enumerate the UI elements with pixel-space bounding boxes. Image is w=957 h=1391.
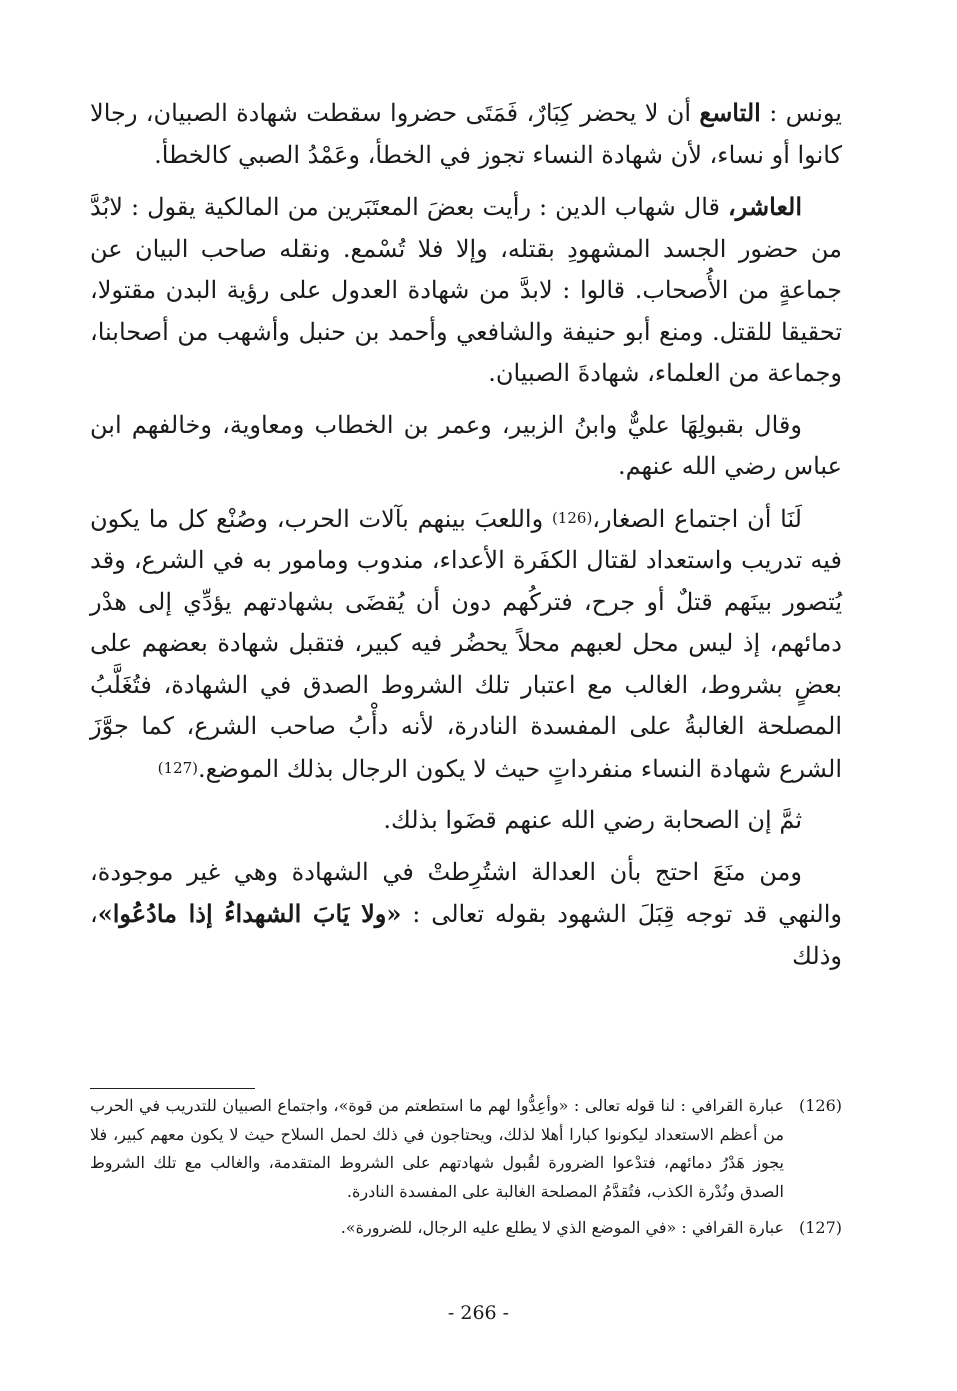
heading-tenth: العاشر، [728, 192, 802, 221]
paragraph-text: ومن منَعَ احتج بأن العدالة اشتُرِطتْ في الشهادة وهي غير موجودة، والنهي قد توجه قِبَلَ الشهود بقوله تعالى : [90, 857, 843, 928]
paragraph-argument [90, 498, 842, 791]
paragraph-text: واللعبَ بينهم بآلات الحرب، وصُنْع كل ما يكون فيه تدريب واستعداد لقتال الكفَرة الأعداء، مندوب ومامور به في الشرع، وقد يُتصور بينَهم قتلٌ أو جرح، فتركُهم دون أن يُقضَى بشهادتهم يؤدِّي إلى هدْر دمائهم، إذ ليس محل لعبهم محلاً يحضُر فيه كبير، فتقبل شهادة بعضهم على بعضٍ بشروط، الغالب مع اعتبار تلك الشروط الصدق في الشهادة، فتُغَلَّبُ المصلحة الغالبةُ على المفسدة النادرة، لأنه دأْبُ صاحب الشرع، كما جوَّزَ الشرع شهادة النساء منفرداتٍ حيث لا يكون الرجال بذلك الموضع. [90, 504, 842, 783]
heading-ninth: التاسع [699, 98, 761, 127]
paragraph-ninth [90, 92, 842, 176]
paragraph-opinions [90, 405, 842, 488]
footnote-number: (126) [798, 1096, 842, 1115]
footnotes [90, 1092, 842, 1251]
paragraph-text: لَنَا أن اجتماع الصغار، [592, 504, 802, 533]
paragraph-companions [90, 800, 842, 842]
paragraph-objection [90, 852, 842, 978]
footnote-divider [90, 1088, 255, 1089]
paragraph-text: ، وذلك [90, 900, 842, 970]
footnote-127 [90, 1214, 842, 1243]
main-text [90, 92, 842, 987]
paragraph-lead: يونس : [760, 99, 842, 127]
footnote-126 [90, 1092, 842, 1206]
footnote-ref-126[interactable]: (126) [551, 508, 593, 527]
paragraph-text: وقال بقبولِهَا عليٌّ وابنُ الزبير، وعمر بن الخطاب ومعاوية، وخالفهم ابن عباس رضي الله عنهم. [90, 410, 842, 480]
footnote-text: عبارة القرافي : «في الموضع الذي لا يطلع عليه الرجال، للضرورة». [340, 1218, 784, 1237]
paragraph-text: أن لا يحضر كِبَارٌ، فَمَتَى حضروا سقطت شهادة الصبيان، رجالا كانوا أو نساء، لأن شهادة النساء تجوز في الخطأ، وعَمْدُ الصبي كالخطأ. [90, 99, 842, 169]
footnote-number: (127) [798, 1218, 842, 1237]
quran-quote: «ولا يَابَ الشهداءُ إذا مادُعُوا» [97, 899, 402, 928]
page-number: - 266 - [447, 1302, 510, 1324]
paragraph-text: قال شهاب الدين : رأيت بعضَ المعتَبَرين من المالكية يقول : لابُدَّ من حضور الجسد المشهودِ بقتله، وإلا فلا تُسْمع. ونقله صاحب البيان عن جماعةٍ من الأُصحاب. قالوا : لابدَّ من شهادة العدول على رؤية البدن مقتولا، تحقيقا للقتل. ومنع أبو حنيفة والشافعي وأحمد بن حنبل وأشهب من أصحابنا، وجماعة من العلماء، شهادةَ الصبيان. [90, 193, 842, 387]
footnote-text: عبارة القرافي : لنا قوله تعالى : «وأعِدُّوا لهم ما استطعتم من قوة»، واجتماع الصبيان للتدريب في الحرب من أعظم الاستعداد ليكونوا كبارا أهلا لذلك، ويحتاجون في ذلك لحمل السلاح حيث لا يكون معهم كبير، فلا يجوز هَدْرُ دمائهم، فتدْعوا الضرورة لقُبول شهادتهم على الشروط المتقدمة، والغالب مع تلك الشروط الصدق ونُدْرة الكذب، فتُقدَّمُ المصلحة الغالبة على المفسدة النادرة. [90, 1096, 784, 1201]
paragraph-text: ثمَّ إن الصحابة رضي الله عنهم قضَوا بذلك. [383, 806, 802, 834]
footnote-ref-127[interactable]: (127) [157, 758, 199, 777]
paragraph-tenth [90, 186, 842, 395]
